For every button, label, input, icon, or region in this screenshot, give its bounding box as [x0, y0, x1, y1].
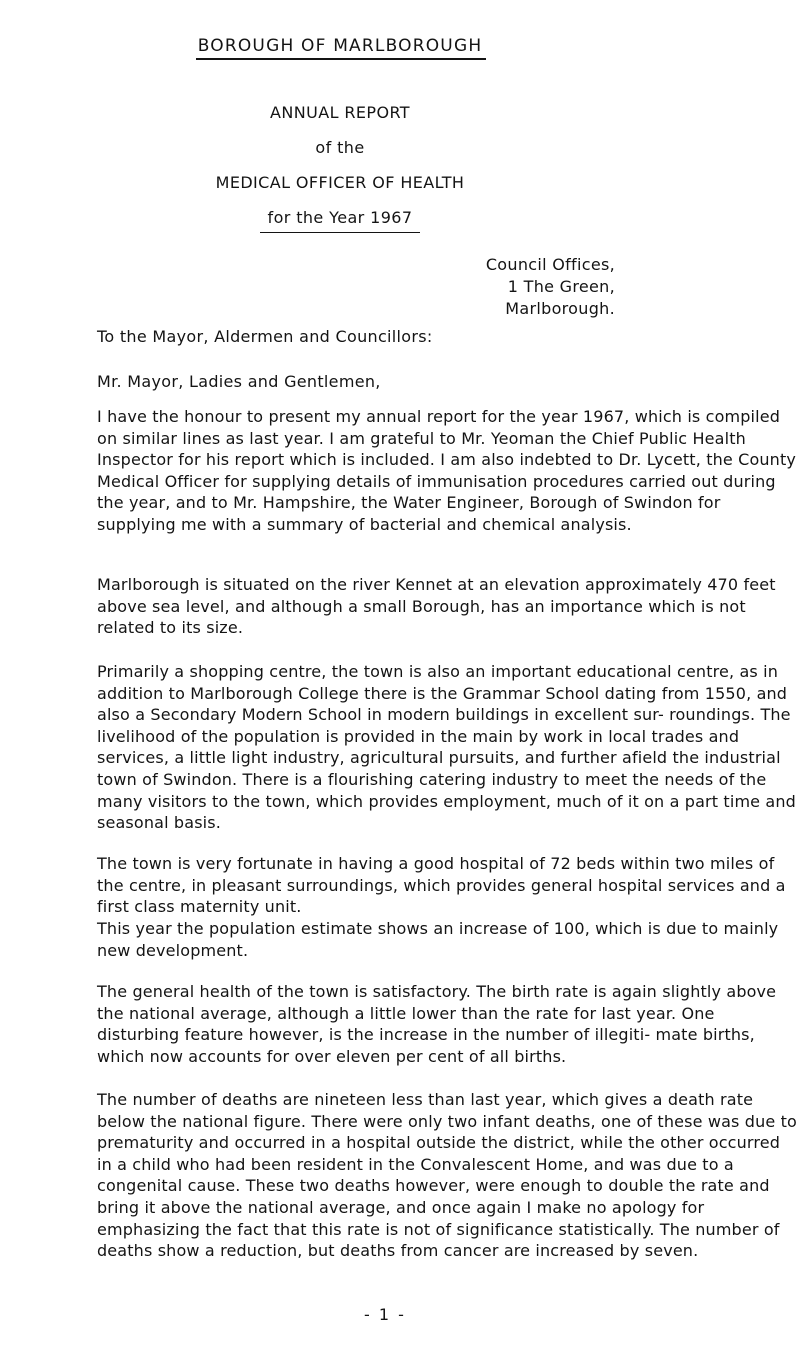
body-paragraph: This year the population estimate shows an increase of 100, which is due to mainly new development. — [97, 919, 779, 960]
body-paragraph: The town is very fortunate in having a good hospital of 72 beds within two miles of the centre, in pleasant surroundings, which provides general hospital services and a first class maternity unit. — [97, 854, 786, 917]
body-paragraph: Primarily a shopping centre, the town is also an important educational centre, as in addition to Marlborough College there is the Grammar School dating from 1550, and also a Secondary Modern School in modern buildings in excellent sur- roundings. The livelihood of the population is provided in the main by work in local trades and services, a little light industry, agricultural pursuits, and further afield the industrial town of Swindon. There is a flourishing catering industry to meet the needs of the many visitors to the town, which provides employment, much of it on a part time and seasonal basis. — [97, 662, 796, 833]
address-line: Marlborough. — [505, 299, 615, 318]
addressee-line: To the Mayor, Aldermen and Councillors: — [97, 327, 433, 346]
body-paragraph: The general health of the town is satisfactory. The birth rate is again slightly above the national average, although a little lower than the rate for last year. One disturbing feature however, is the increase in the number of illegiti- mate births, which now accounts for over eleven per cent of all births. — [97, 982, 777, 1066]
report-heading-year: for the Year 1967 — [267, 208, 413, 227]
page-number: - 1 - — [364, 1305, 406, 1324]
title-underline — [196, 58, 486, 60]
body-paragraph: I have the honour to present my annual report for the year 1967, which is compiled on similar lines as last year. I am grateful to Mr. Yeoman the Chief Public Health Inspector for his report which is included. I am also indebted to Dr. Lycett, the County Medical Officer for supplying details of immunisation procedures carried out during the year, and to Mr. Hampshire, the Water Engineer, Borough of Swindon for supplying me with a summary of bacterial and chemical analysis. — [97, 407, 797, 534]
greeting-line: Mr. Mayor, Ladies and Gentlemen, — [97, 372, 381, 391]
sender-address — [486, 254, 615, 320]
document-title: BOROUGH OF MARLBOROUGH — [197, 36, 483, 56]
address-line: 1 The Green, — [507, 277, 615, 296]
body-paragraph: Marlborough is situated on the river Kennet at an elevation approximately 470 feet above sea level, and although a small Borough, has an importance which is not related to its size. — [97, 575, 776, 638]
divider-rule — [260, 232, 420, 233]
body-paragraph: The number of deaths are nineteen less than last year, which gives a death rate below the national figure. There were only two infant deaths, one of these was due to prematurity and occurred in a hospital outside the district, while the other occurred in a child who had been resident in the Convalescent Home, and was due to a congenital cause. These two deaths however, were enough to double the rate and bring it above the national average, and once again I make no apology for emphasizing the fact that this rate is not of significance statistically. The number of deaths show a reduction, but deaths from cancer are increased by seven. — [97, 1090, 797, 1261]
report-heading-officer: MEDICAL OFFICER OF HEALTH — [215, 173, 465, 192]
address-line: Council Offices, — [485, 255, 615, 274]
report-heading-of-the: of the — [315, 138, 365, 157]
report-heading: ANNUAL REPORT — [270, 103, 410, 122]
